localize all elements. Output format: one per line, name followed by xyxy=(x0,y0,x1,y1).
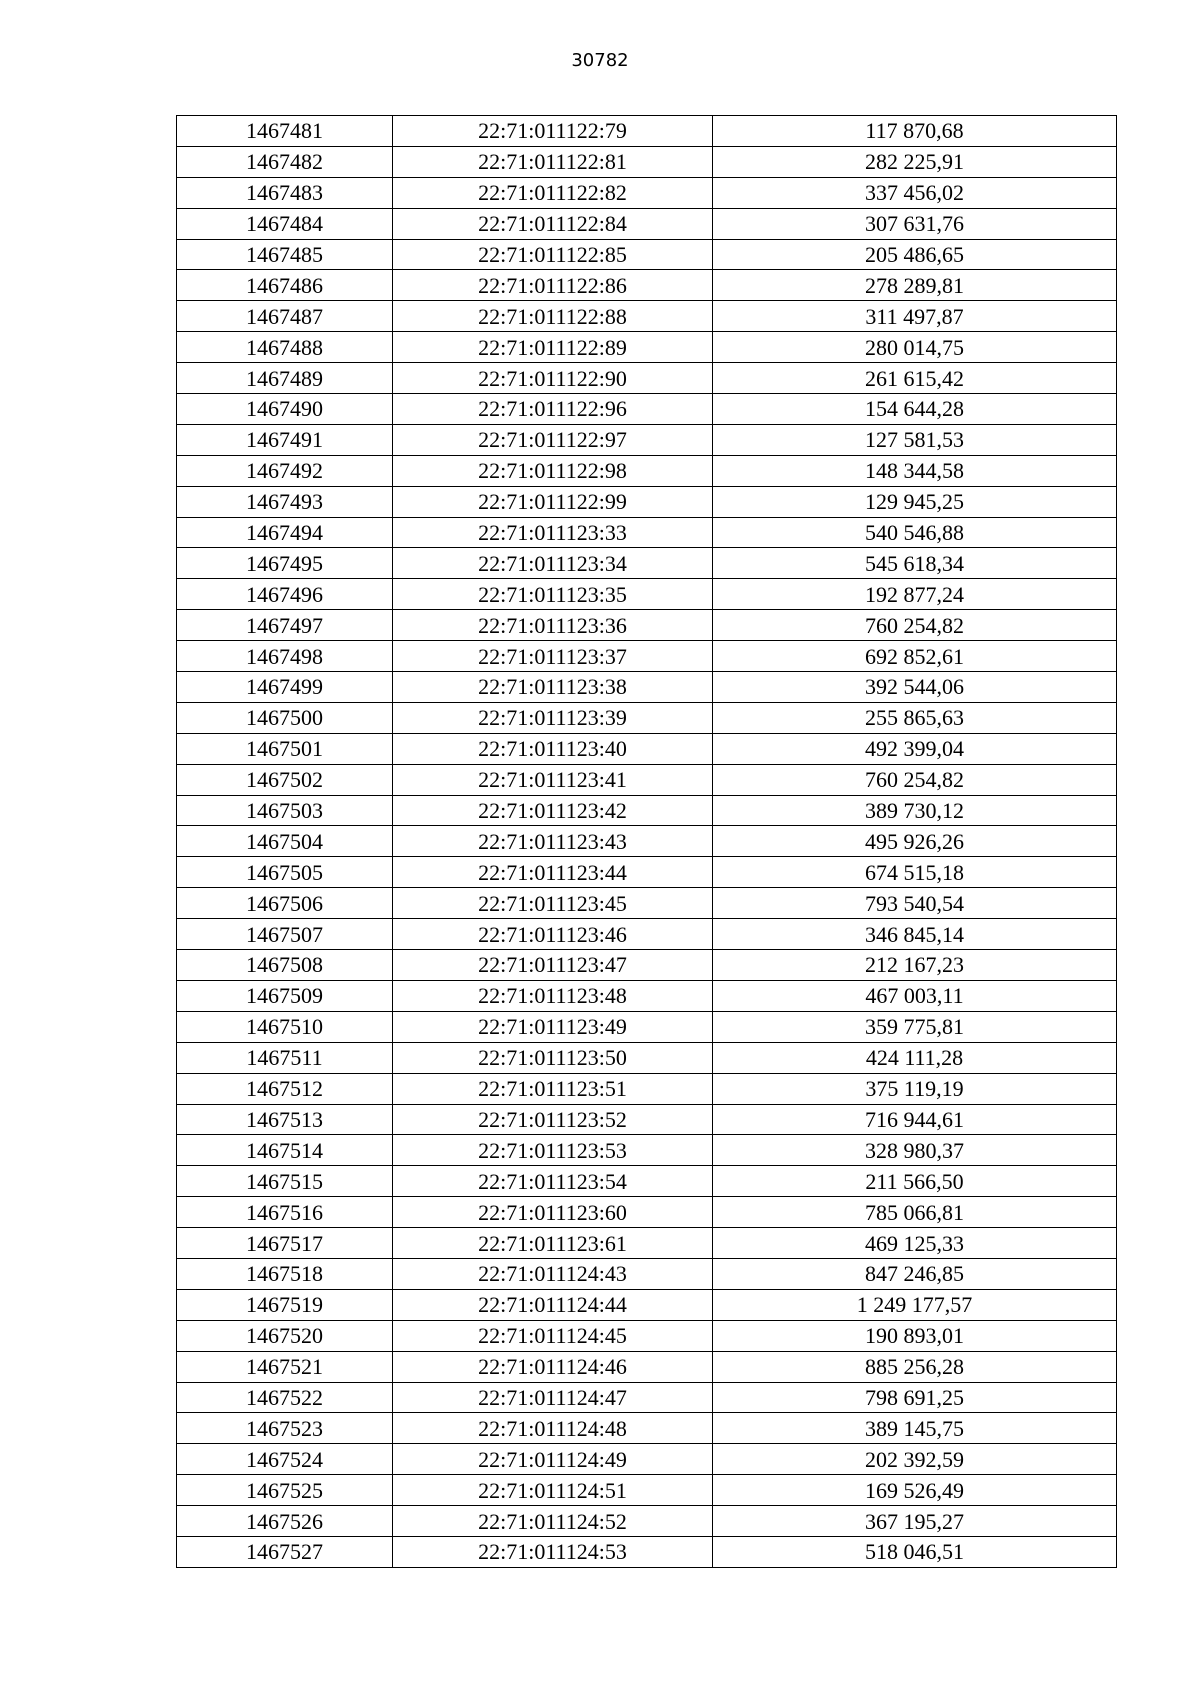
table-row xyxy=(177,1197,1117,1228)
cadastral-number-cell: 22:71:011123:36 xyxy=(393,610,713,641)
cadastral-value-cell: 518 046,51 xyxy=(713,1536,1117,1567)
cadastral-value-cell: 337 456,02 xyxy=(713,177,1117,208)
cadastral-number-cell: 22:71:011122:98 xyxy=(393,455,713,486)
cadastral-number-cell: 22:71:011123:40 xyxy=(393,733,713,764)
cadastral-value-cell: 367 195,27 xyxy=(713,1506,1117,1537)
cadastral-value-cell: 392 544,06 xyxy=(713,672,1117,703)
cadastral-number-cell: 22:71:011123:48 xyxy=(393,980,713,1011)
table-row xyxy=(177,1166,1117,1197)
page-number: 30782 xyxy=(571,50,629,71)
cadastral-number-cell: 22:71:011122:79 xyxy=(393,116,713,147)
cadastral-number-cell: 22:71:011124:53 xyxy=(393,1536,713,1567)
table-row xyxy=(177,177,1117,208)
cadastral-number-cell: 22:71:011122:96 xyxy=(393,394,713,425)
cadastral-value-cell: 674 515,18 xyxy=(713,857,1117,888)
record-number-cell: 1467483 xyxy=(177,177,393,208)
record-number-cell: 1467499 xyxy=(177,672,393,703)
table-row xyxy=(177,1444,1117,1475)
record-number-cell: 1467514 xyxy=(177,1135,393,1166)
cadastral-number-cell: 22:71:011123:42 xyxy=(393,795,713,826)
cadastral-number-cell: 22:71:011124:45 xyxy=(393,1320,713,1351)
cadastral-value-cell: 760 254,82 xyxy=(713,764,1117,795)
cadastral-value-cell: 190 893,01 xyxy=(713,1320,1117,1351)
cadastral-value-cell: 148 344,58 xyxy=(713,455,1117,486)
record-number-cell: 1467509 xyxy=(177,980,393,1011)
table-row xyxy=(177,1073,1117,1104)
record-number-cell: 1467517 xyxy=(177,1228,393,1259)
cadastral-number-cell: 22:71:011123:38 xyxy=(393,672,713,703)
cadastral-number-cell: 22:71:011123:46 xyxy=(393,919,713,950)
table-row xyxy=(177,548,1117,579)
table-row xyxy=(177,455,1117,486)
table-row xyxy=(177,672,1117,703)
record-number-cell: 1467526 xyxy=(177,1506,393,1537)
table-row xyxy=(177,857,1117,888)
table-row xyxy=(177,919,1117,950)
record-number-cell: 1467516 xyxy=(177,1197,393,1228)
record-number-cell: 1467502 xyxy=(177,764,393,795)
table-row xyxy=(177,888,1117,919)
cadastral-value-cell: 1 249 177,57 xyxy=(713,1289,1117,1320)
cadastral-value-cell: 545 618,34 xyxy=(713,548,1117,579)
record-number-cell: 1467486 xyxy=(177,270,393,301)
record-number-cell: 1467491 xyxy=(177,424,393,455)
cadastral-value-cell: 346 845,14 xyxy=(713,919,1117,950)
cadastral-number-cell: 22:71:011123:33 xyxy=(393,517,713,548)
table-row xyxy=(177,1289,1117,1320)
table-row xyxy=(177,146,1117,177)
cadastral-value-cell: 389 145,75 xyxy=(713,1413,1117,1444)
cadastral-number-cell: 22:71:011123:52 xyxy=(393,1104,713,1135)
cadastral-value-cell: 202 392,59 xyxy=(713,1444,1117,1475)
registry-table xyxy=(176,115,1117,1568)
table-row xyxy=(177,363,1117,394)
cadastral-number-cell: 22:71:011123:61 xyxy=(393,1228,713,1259)
cadastral-number-cell: 22:71:011124:48 xyxy=(393,1413,713,1444)
cadastral-value-cell: 716 944,61 xyxy=(713,1104,1117,1135)
record-number-cell: 1467521 xyxy=(177,1351,393,1382)
cadastral-number-cell: 22:71:011124:46 xyxy=(393,1351,713,1382)
table-row xyxy=(177,733,1117,764)
record-number-cell: 1467482 xyxy=(177,146,393,177)
record-number-cell: 1467494 xyxy=(177,517,393,548)
cadastral-value-cell: 798 691,25 xyxy=(713,1382,1117,1413)
record-number-cell: 1467498 xyxy=(177,641,393,672)
cadastral-value-cell: 280 014,75 xyxy=(713,332,1117,363)
table-row xyxy=(177,980,1117,1011)
cadastral-value-cell: 375 119,19 xyxy=(713,1073,1117,1104)
cadastral-value-cell: 117 870,68 xyxy=(713,116,1117,147)
cadastral-value-cell: 469 125,33 xyxy=(713,1228,1117,1259)
table-row xyxy=(177,1475,1117,1506)
cadastral-value-cell: 278 289,81 xyxy=(713,270,1117,301)
cadastral-value-cell: 424 111,28 xyxy=(713,1042,1117,1073)
cadastral-value-cell: 127 581,53 xyxy=(713,424,1117,455)
cadastral-value-cell: 885 256,28 xyxy=(713,1351,1117,1382)
record-number-cell: 1467496 xyxy=(177,579,393,610)
table-row xyxy=(177,486,1117,517)
cadastral-value-cell: 212 167,23 xyxy=(713,950,1117,981)
table-row xyxy=(177,270,1117,301)
cadastral-value-cell: 467 003,11 xyxy=(713,980,1117,1011)
table-row xyxy=(177,424,1117,455)
table-row xyxy=(177,1536,1117,1567)
cadastral-number-cell: 22:71:011122:81 xyxy=(393,146,713,177)
table-row xyxy=(177,610,1117,641)
table-row xyxy=(177,1382,1117,1413)
cadastral-value-cell: 692 852,61 xyxy=(713,641,1117,672)
cadastral-value-cell: 785 066,81 xyxy=(713,1197,1117,1228)
table-row xyxy=(177,1320,1117,1351)
record-number-cell: 1467497 xyxy=(177,610,393,641)
record-number-cell: 1467522 xyxy=(177,1382,393,1413)
record-number-cell: 1467492 xyxy=(177,455,393,486)
cadastral-value-cell: 307 631,76 xyxy=(713,208,1117,239)
record-number-cell: 1467481 xyxy=(177,116,393,147)
cadastral-value-cell: 793 540,54 xyxy=(713,888,1117,919)
record-number-cell: 1467523 xyxy=(177,1413,393,1444)
record-number-cell: 1467524 xyxy=(177,1444,393,1475)
table-row xyxy=(177,1228,1117,1259)
cadastral-number-cell: 22:71:011123:50 xyxy=(393,1042,713,1073)
cadastral-value-cell: 540 546,88 xyxy=(713,517,1117,548)
cadastral-number-cell: 22:71:011123:35 xyxy=(393,579,713,610)
record-number-cell: 1467500 xyxy=(177,702,393,733)
table-row xyxy=(177,1104,1117,1135)
record-number-cell: 1467515 xyxy=(177,1166,393,1197)
cadastral-number-cell: 22:71:011123:51 xyxy=(393,1073,713,1104)
table-row xyxy=(177,641,1117,672)
record-number-cell: 1467506 xyxy=(177,888,393,919)
cadastral-number-cell: 22:71:011122:97 xyxy=(393,424,713,455)
record-number-cell: 1467485 xyxy=(177,239,393,270)
cadastral-number-cell: 22:71:011124:47 xyxy=(393,1382,713,1413)
cadastral-number-cell: 22:71:011122:86 xyxy=(393,270,713,301)
table-row xyxy=(177,517,1117,548)
cadastral-number-cell: 22:71:011124:43 xyxy=(393,1258,713,1289)
record-number-cell: 1467507 xyxy=(177,919,393,950)
cadastral-value-cell: 261 615,42 xyxy=(713,363,1117,394)
table-row xyxy=(177,1506,1117,1537)
record-number-cell: 1467512 xyxy=(177,1073,393,1104)
table-row xyxy=(177,1413,1117,1444)
table-row xyxy=(177,208,1117,239)
table-row xyxy=(177,764,1117,795)
record-number-cell: 1467488 xyxy=(177,332,393,363)
record-number-cell: 1467487 xyxy=(177,301,393,332)
cadastral-value-cell: 389 730,12 xyxy=(713,795,1117,826)
table-row xyxy=(177,579,1117,610)
cadastral-number-cell: 22:71:011124:51 xyxy=(393,1475,713,1506)
cadastral-number-cell: 22:71:011124:44 xyxy=(393,1289,713,1320)
record-number-cell: 1467505 xyxy=(177,857,393,888)
cadastral-value-cell: 359 775,81 xyxy=(713,1011,1117,1042)
cadastral-number-cell: 22:71:011123:60 xyxy=(393,1197,713,1228)
cadastral-value-cell: 154 644,28 xyxy=(713,394,1117,425)
record-number-cell: 1467511 xyxy=(177,1042,393,1073)
cadastral-value-cell: 211 566,50 xyxy=(713,1166,1117,1197)
record-number-cell: 1467501 xyxy=(177,733,393,764)
cadastral-number-cell: 22:71:011123:49 xyxy=(393,1011,713,1042)
table-row xyxy=(177,239,1117,270)
cadastral-number-cell: 22:71:011122:84 xyxy=(393,208,713,239)
cadastral-value-cell: 282 225,91 xyxy=(713,146,1117,177)
record-number-cell: 1467520 xyxy=(177,1320,393,1351)
table-row xyxy=(177,950,1117,981)
record-number-cell: 1467489 xyxy=(177,363,393,394)
cadastral-number-cell: 22:71:011123:43 xyxy=(393,826,713,857)
cadastral-value-cell: 311 497,87 xyxy=(713,301,1117,332)
cadastral-value-cell: 192 877,24 xyxy=(713,579,1117,610)
cadastral-number-cell: 22:71:011122:85 xyxy=(393,239,713,270)
record-number-cell: 1467508 xyxy=(177,950,393,981)
record-number-cell: 1467493 xyxy=(177,486,393,517)
cadastral-number-cell: 22:71:011123:54 xyxy=(393,1166,713,1197)
cadastral-number-cell: 22:71:011124:49 xyxy=(393,1444,713,1475)
record-number-cell: 1467495 xyxy=(177,548,393,579)
cadastral-value-cell: 760 254,82 xyxy=(713,610,1117,641)
cadastral-number-cell: 22:71:011123:41 xyxy=(393,764,713,795)
cadastral-number-cell: 22:71:011124:52 xyxy=(393,1506,713,1537)
cadastral-value-cell: 205 486,65 xyxy=(713,239,1117,270)
table-row xyxy=(177,332,1117,363)
cadastral-number-cell: 22:71:011122:90 xyxy=(393,363,713,394)
cadastral-value-cell: 328 980,37 xyxy=(713,1135,1117,1166)
cadastral-number-cell: 22:71:011123:45 xyxy=(393,888,713,919)
cadastral-number-cell: 22:71:011123:39 xyxy=(393,702,713,733)
cadastral-number-cell: 22:71:011122:88 xyxy=(393,301,713,332)
record-number-cell: 1467513 xyxy=(177,1104,393,1135)
cadastral-number-cell: 22:71:011122:89 xyxy=(393,332,713,363)
table-row xyxy=(177,1351,1117,1382)
cadastral-number-cell: 22:71:011123:34 xyxy=(393,548,713,579)
cadastral-value-cell: 129 945,25 xyxy=(713,486,1117,517)
cadastral-value-cell: 255 865,63 xyxy=(713,702,1117,733)
table-row xyxy=(177,1011,1117,1042)
cadastral-value-cell: 847 246,85 xyxy=(713,1258,1117,1289)
table-row xyxy=(177,702,1117,733)
cadastral-number-cell: 22:71:011123:53 xyxy=(393,1135,713,1166)
table-row xyxy=(177,301,1117,332)
table-row xyxy=(177,1258,1117,1289)
record-number-cell: 1467490 xyxy=(177,394,393,425)
cadastral-value-cell: 492 399,04 xyxy=(713,733,1117,764)
cadastral-value-cell: 169 526,49 xyxy=(713,1475,1117,1506)
table-row xyxy=(177,826,1117,857)
cadastral-number-cell: 22:71:011123:37 xyxy=(393,641,713,672)
table-row xyxy=(177,1135,1117,1166)
registry-table-body xyxy=(177,116,1117,1568)
table-row xyxy=(177,1042,1117,1073)
record-number-cell: 1467525 xyxy=(177,1475,393,1506)
record-number-cell: 1467527 xyxy=(177,1536,393,1567)
record-number-cell: 1467504 xyxy=(177,826,393,857)
record-number-cell: 1467510 xyxy=(177,1011,393,1042)
table-row xyxy=(177,116,1117,147)
record-number-cell: 1467518 xyxy=(177,1258,393,1289)
cadastral-number-cell: 22:71:011122:99 xyxy=(393,486,713,517)
cadastral-number-cell: 22:71:011122:82 xyxy=(393,177,713,208)
cadastral-number-cell: 22:71:011123:44 xyxy=(393,857,713,888)
cadastral-number-cell: 22:71:011123:47 xyxy=(393,950,713,981)
record-number-cell: 1467484 xyxy=(177,208,393,239)
table-row xyxy=(177,795,1117,826)
table-row xyxy=(177,394,1117,425)
record-number-cell: 1467503 xyxy=(177,795,393,826)
cadastral-value-cell: 495 926,26 xyxy=(713,826,1117,857)
record-number-cell: 1467519 xyxy=(177,1289,393,1320)
